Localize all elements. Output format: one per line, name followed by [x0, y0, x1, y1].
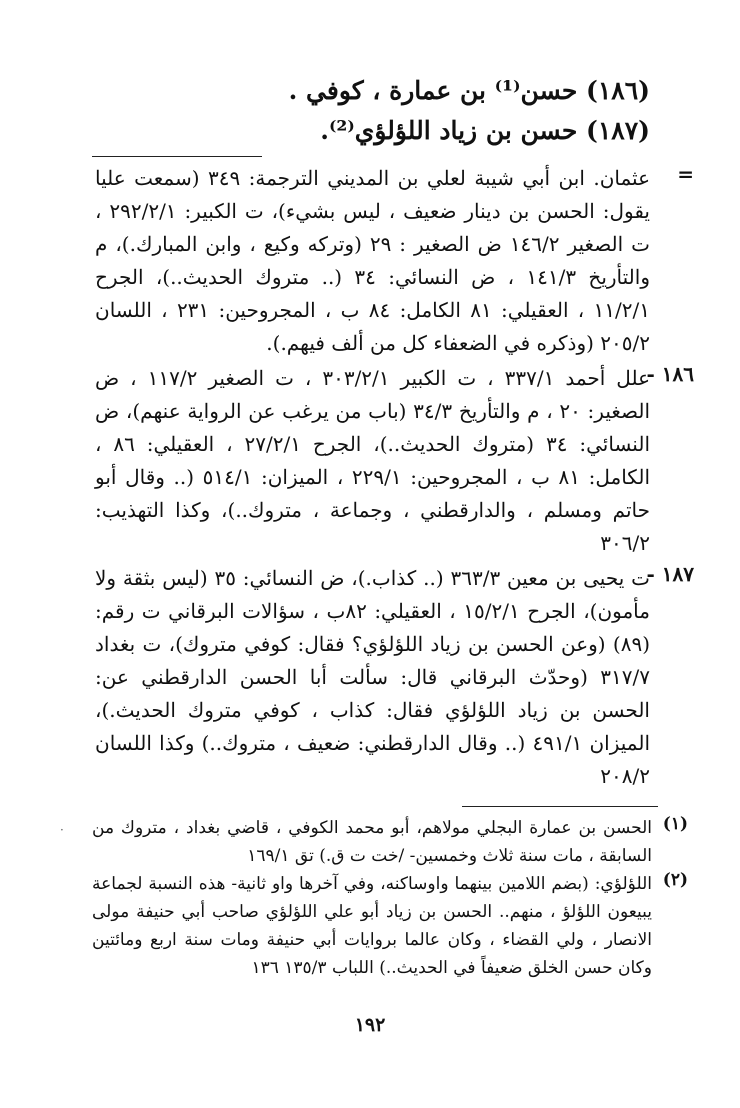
footnote-number: (٢): [662, 870, 688, 890]
footnote-text: الحسن بن عمارة البجلي مولاهم، أبو محمد الكوفي ، قاضي بغداد ، متروك من السابقة ، مات سنة ثلاث وخمسين- /خت ت ق.) تق ١٦٩/١: [92, 818, 652, 866]
footnote-number: (١): [662, 814, 688, 834]
margin-mark: ·: [60, 823, 64, 837]
footnote-separator-line: [462, 806, 658, 807]
note-text: عثمان. ابن أبي شيبة لعلي بن المديني الترجمة: ٣٤٩ (سمعت عليا يقول: الحسن بن دينار ضعيف ، ليس بشيء)، ت الكبير: ٢٩٢/٢/١ ، ت الصغير ١٤٦/٢ ض الصغير : ٢٩ (وتركه وكيع ، وابن المبارك.)، م والتأريخ ١٤١/٣ ، ض النسائي: ٣٤ (.. متروك الحديث..)، الجرح ١١/٢/١ ، العقيلي: ٨١ الكامل: ٨٤ ب ، المجروحين: ٢٣١ ، اللسان ٢٠٥/٢ (وذكره في الضعفاء كل من ألف فيهم.).: [95, 166, 651, 355]
notes-block: [95, 162, 694, 793]
note-text: علل أحمد ٣٣٧/١ ، ت الكبير ٣٠٣/٢/١ ، ت الصغير ١١٧/٢ ، ض الصغير: ٢٠ ، م والتأريخ ٣٤/٣ (باب من يرغب عن الرواية عنهم)، ض النسائي: ٣٤ (متروك الحديث..)، الجرح ٢٧/٢/١ ، العقيلي: ٨٦ ، الكامل: ٨١ ب ، المجروحين: ٢٢٩/١ ، الميزان: ٥١٤/١ (.. وقال أبو حاتم ومسلم ، والدارقطني ، وجماعة ، متروك..)، وكذا التهذيب: ٣٠٦/٢: [95, 366, 651, 555]
entry-heading-186: (١٨٦) حسن⁽¹⁾ بن عمارة ، كوفي .: [288, 76, 650, 105]
note-number: ١٨٦ -: [646, 362, 694, 386]
note-text: ت يحيى بن معين ٣٦٣/٣ (.. كذاب.)، ض النسائي: ٣٥ (ليس بثقة ولا مأمون)، الجرح ١٥/٢/١ ، العقيلي: ٨٢ب ، سؤالات البرقاني ت رقم: (٨٩) (وعن الحسن بن زياد اللؤلؤي؟ فقال: كوفي متروك)، ت بغداد ٣١٧/٧ (وحدّث البرقاني قال: سألت أبا الحسن الدارقطني عن: الحسن بن زياد اللؤلؤي فقال: كذاب ، كوفي متروك الحديث.)، الميزان ٤٩١/١ (.. وقال الدارقطني: ضعيف ، متروك..) وكذا اللسان ٢٠٨/٢: [95, 566, 651, 788]
note-continuation: [95, 162, 694, 360]
footnote-1: [92, 814, 688, 870]
footnote-2: [92, 870, 688, 982]
footnotes-block: [92, 814, 688, 982]
note-187: [95, 562, 694, 793]
note-number: ١٨٧ -: [646, 562, 694, 586]
footnote-text: اللؤلؤي: (بضم اللامين بينهما واوساكنه، وفي آخرها واو ثانية- هذه النسبة لجماعة يبيعون اللؤلؤ ، منهم.. الحسن بن زياد أبو علي اللؤلؤي صاحب أبي حنيفة مولى الانصار ، ولي القضاء ، وكان عالما بروايات أبي حنيفة ومات سنة اربع ومائتين وكان حسن الخلق ضعيفاً في الحديث..) اللباب ١٣٥/٣ ١٣٦: [92, 874, 652, 978]
page-number: ١٩٢: [354, 1014, 386, 1036]
heading-separator-line: [92, 156, 262, 157]
note-186: [95, 362, 694, 560]
continuation-marker: =: [677, 162, 694, 186]
entry-heading-187: (١٨٧) حسن بن زياد اللؤلؤي⁽²⁾.: [320, 116, 650, 145]
